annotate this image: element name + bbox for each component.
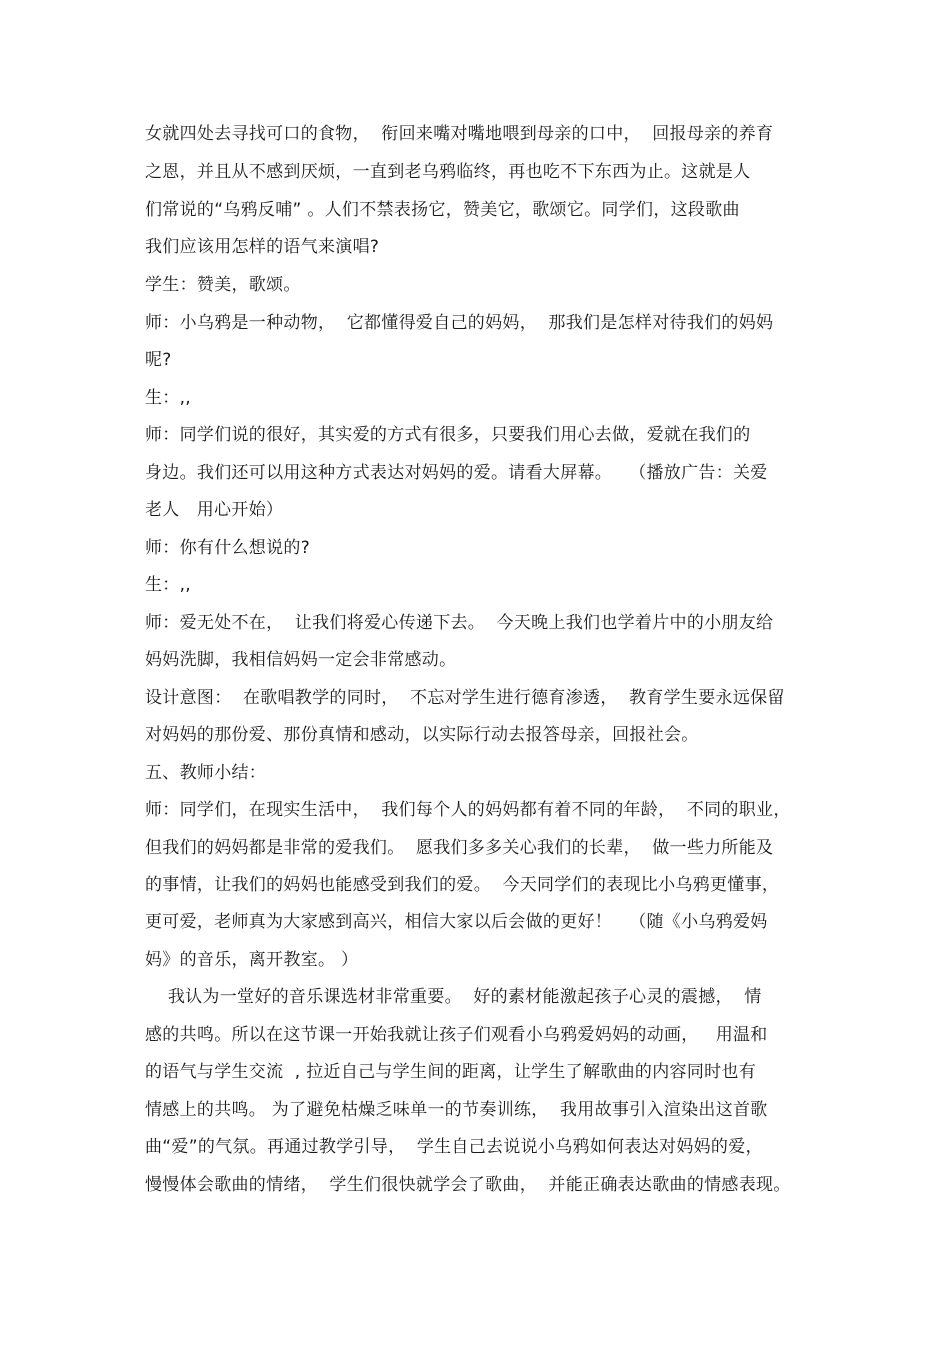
text-line: 们常说的“乌鸦反哺” 。人们不禁表扬它，赞美它，歌颂它。同学们，这段歌曲 bbox=[145, 200, 740, 220]
text-line: 师：同学们说的很好，其实爱的方式有很多，只要我们用心去做，爱就在我们的 bbox=[145, 425, 751, 445]
text-line: 对妈妈的那份爱、那份真情和感动，以实际行动去报答母亲，回报社会。 bbox=[145, 725, 699, 745]
text-line: 妈》的音乐，离开教室。 ） bbox=[145, 950, 359, 970]
text-line: 曲“爱”的气氛。再通过教学引导， 学生自己去说说小乌鸦如何表达对妈妈的爱， bbox=[145, 1137, 763, 1157]
text-line: 学生：赞美，歌颂。 bbox=[145, 275, 301, 295]
text-line: 慢慢体会歌曲的情绪， 学生们很快就学会了歌曲， 并能正确表达歌曲的情感表现。 bbox=[145, 1175, 791, 1195]
text-line: 老人 用心开始） bbox=[145, 500, 284, 520]
text-line: 情感上的共鸣。 为了避免枯燥乏味单一的节奏训练， 我用故事引入渲染出这首歌 bbox=[145, 1100, 768, 1120]
text-line: 师：小乌鸦是一种动物， 它都懂得爱自己的妈妈， 那我们是怎样对待我们的妈妈 bbox=[145, 313, 774, 333]
text-line: 生：,, bbox=[145, 575, 192, 595]
text-line: 生：,, bbox=[145, 388, 192, 408]
text-line: 的事情，让我们的妈妈也能感受到我们的爱。 今天同学们的表现比小乌鸦更懂事， bbox=[145, 875, 780, 895]
text-line: 我认为一堂好的音乐课选材非常重要。 好的素材能激起孩子心灵的震撼， 情 bbox=[145, 987, 762, 1007]
section-heading: 五、教师小结： bbox=[145, 763, 267, 783]
text-line: 呢? bbox=[145, 350, 172, 370]
text-line: 感的共鸣。所以在这节课一开始我就让孩子们观看小乌鸦爱妈妈的动画， 用温和 bbox=[145, 1025, 768, 1045]
text-line: 师：爱无处不在， 让我们将爱心传递下去。 今天晚上我们也学着片中的小朋友给 bbox=[145, 613, 774, 633]
text-line: 妈妈洗脚，我相信妈妈一定会非常感动。 bbox=[145, 650, 457, 670]
text-line: 身边。我们还可以用这种方式表达对妈妈的爱。请看大屏幕。 （播放广告：关爱 bbox=[145, 463, 768, 483]
text-line: 师：你有什么想说的? bbox=[145, 538, 311, 558]
text-line: 我们应该用怎样的语气来演唱? bbox=[145, 237, 380, 257]
text-line: 女就四处去寻找可口的食物， 衔回来嘴对嘴地喂到母亲的口中， 回报母亲的养育 bbox=[145, 124, 774, 144]
text-line: 师：同学们，在现实生活中， 我们每个人的妈妈都有着不同的年龄， 不同的职业， bbox=[145, 800, 791, 820]
text-line: 设计意图： 在歌唱教学的同时， 不忘对学生进行德育渗透， 教育学生要永远保留 bbox=[145, 688, 785, 708]
text-line: 之恩，并且从不感到厌烦，一直到老乌鸦临终，再也吃不下东西为止。这就是人 bbox=[145, 162, 751, 182]
text-line: 但我们的妈妈都是非常的爱我们。 愿我们多多关心我们的长辈， 做一些力所能及 bbox=[145, 838, 774, 858]
text-line: 的语气与学生交流 , 拉近自己与学生间的距离，让学生了解歌曲的内容同时也有 bbox=[145, 1062, 757, 1082]
text-line: 更可爱，老师真为大家感到高兴，相信大家以后会做的更好！ （随《小乌鸦爱妈 bbox=[145, 912, 768, 932]
